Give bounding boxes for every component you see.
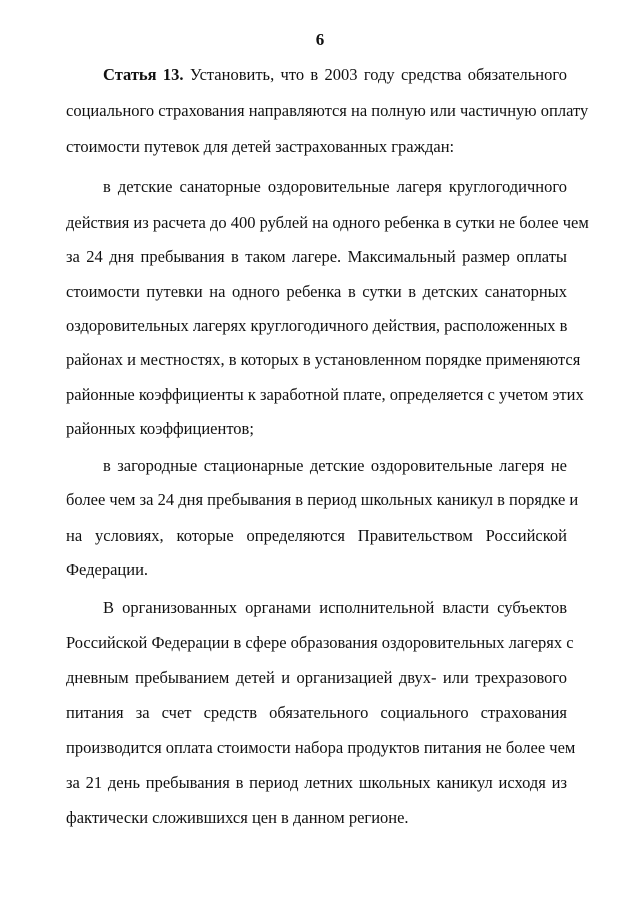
article-intro-line: социального страхования направляются на полную или частичную оплату [66,101,589,120]
paragraph-line: оздоровительных лагерях круглогодичного действия, расположенных в [66,316,568,335]
paragraph-line: производится оплата стоимости набора продуктов питания не более чем [66,738,576,757]
paragraph-line: действия из расчета до 400 рублей на одного ребенка в сутки не более чем [66,213,589,232]
paragraph-line: питания за счет средств обязательного социального страхования [66,703,567,722]
paragraph-line: дневным пребыванием детей и организацией двух- или трехразового [66,668,567,687]
paragraph-line: более чем за 24 дня пребывания в период школьных каникул в порядке и [66,490,579,509]
article-first-line [103,65,567,85]
page-number: 6 [315,30,325,49]
paragraph-line: районных коэффициентов; [66,419,254,438]
paragraph-line: в загородные стационарные детские оздоровительные лагеря не [103,456,567,475]
paragraph-line: стоимости путевки на одного ребенка в сутки в детских санаторных [66,282,567,301]
paragraph-line: за 24 дня пребывания в таком лагере. Максимальный размер оплаты [66,247,567,266]
paragraph-line: Федерации. [66,560,149,579]
paragraph-line: районах и местностях, в которых в установленном порядке применяются [66,350,581,369]
paragraph-line: в детские санаторные оздоровительные лагеря круглогодичного [103,177,567,196]
paragraph-line: районные коэффициенты к заработной плате, определяется с учетом этих [66,385,584,404]
paragraph-line: В организованных органами исполнительной власти субъектов [103,598,567,617]
paragraph-line: фактически сложившихся цен в данном регионе. [66,808,409,827]
article-intro-line: Установить, что в 2003 году средства обязательного [189,65,567,84]
paragraph-line: на условиях, которые определяются Правительством Российской [66,526,567,545]
paragraph-line: за 21 день пребывания в период летних школьных каникул исходя из [66,773,567,792]
article-intro-line: стоимости путевок для детей застрахованных граждан: [66,137,455,156]
article-label: Статья 13. [103,65,184,84]
paragraph-line: Российской Федерации в сфере образования оздоровительных лагерях с [66,633,574,652]
